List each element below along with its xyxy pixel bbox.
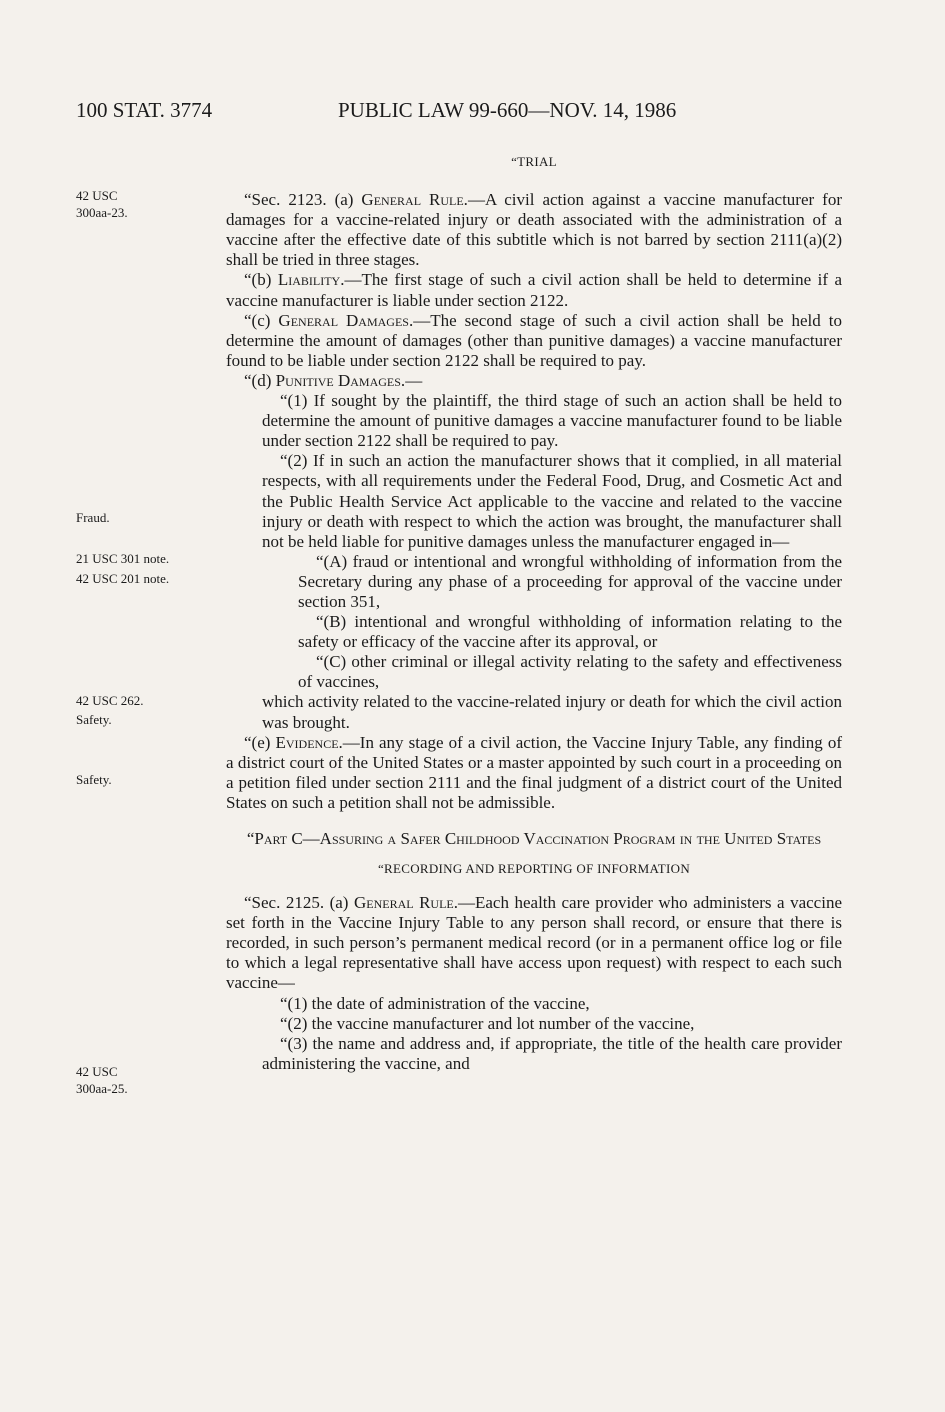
section-2125-a-1: “(1) the date of administration of the vaccine,: [280, 993, 590, 1013]
section-2125-a-2: “(2) the vaccine manufacturer and lot number of the vaccine,: [280, 1013, 695, 1033]
public-law-title: PUBLIC LAW 99-660—NOV. 14, 1986: [338, 98, 677, 122]
section-2123-d-2-C: “(C) other criminal or illegal activity relating to the safety and effectiveness of vaccines,: [298, 652, 842, 692]
trial-heading: “TRIAL: [511, 154, 557, 169]
section-2123-d-1: “(1) If sought by the plaintiff, the third stage of such an action shall be held to determine the amount of punitive damages a vaccine manufacturer found to be liable under section 2122 shall be required to pay.: [262, 391, 842, 451]
recording-heading: “RECORDING AND REPORTING OF INFORMATION: [377, 861, 691, 876]
stat-citation: 100 STAT. 3774: [76, 98, 213, 122]
section-2123-d-2-B: “(B) intentional and wrongful withholding of information relating to the safety or efficacy of the vaccine after its approval, or: [298, 612, 842, 652]
margin-note-42usc-300aa-23: 42 USC 300aa-23.: [76, 188, 128, 220]
section-2125-a-3: “(3) the name and address and, if appropriate, the title of the health care provider administering the vaccine, and: [262, 1033, 842, 1073]
section-2123-d-tail: which activity related to the vaccine-related injury or death for which the civil action was brought.: [262, 692, 842, 732]
margin-note-21usc-301: 21 USC 301 note.: [76, 551, 170, 566]
section-2123-e: “(e) Evidence.—In any stage of a civil action, the Vaccine Injury Table, any finding of a district court of the United States or a master appointed by such court in a proceeding on a petition filed under section 2111 and the final judgment of a district court of the United States on such a petition shall not be admissible.: [226, 732, 842, 812]
section-2123-c: “(c) General Damages.—The second stage of such a civil action shall be held to determine the amount of damages (other than punitive damages) a vaccine manufacturer found to be liable under section 2122 shall be required to pay.: [226, 310, 842, 370]
margin-note-safety-1: Safety.: [76, 712, 112, 727]
document-body: [226, 152, 842, 1074]
margin-note-42usc-262: 42 USC 262.: [76, 693, 144, 708]
section-2123-d-2: “(2) If in such an action the manufacturer shows that it complied, in all material respects, with all requirements under the Federal Food, Drug, and Cosmetic Act and the Public Health Service Act applicable to the vaccine and related to the vaccine injury or death with respect to which the action was brought, the manufacturer shall not be held liable for punitive damages unless the manufacturer engaged in—: [262, 451, 842, 551]
section-2125-a: “Sec. 2125. (a) General Rule.—Each health care provider who administers a vaccine set forth in the Vaccine Injury Table to any person shall record, or ensure that there is recorded, in such person’s permanent medical record (or in a permanent office log or file to which a legal representative shall have access upon request) with respect to each such vaccine—: [226, 893, 842, 993]
margin-note-fraud: Fraud.: [76, 510, 110, 525]
section-2123-d: “(d) Punitive Damages.—: [244, 370, 423, 390]
section-2123-b: “(b) Liability.—The first stage of such a civil action shall be held to determine if a vaccine manufacturer is liable under section 2122.: [226, 270, 842, 310]
margin-note-42usc-300aa-25: 42 USC 300aa-25.: [76, 1064, 128, 1096]
section-2123-d-2-A: “(A) fraud or intentional and wrongful withholding of information from the Secretary during any phase of a proceeding for approval of the vaccine under section 351,: [298, 551, 842, 611]
part-c-heading: “Part C—Assuring a Safer Childhood Vaccination Program in the United States: [246, 829, 822, 848]
margin-note-42usc-201: 42 USC 201 note.: [76, 571, 170, 586]
margin-note-safety-2: Safety.: [76, 772, 112, 787]
section-2123-a: “Sec. 2123. (a) General Rule.—A civil action against a vaccine manufacturer for damages for a vaccine-related injury or death associated with the administration of a vaccine after the effective date of this subtitle which is not barred by section 2111(a)(2) shall be tried in three stages.: [226, 190, 842, 270]
